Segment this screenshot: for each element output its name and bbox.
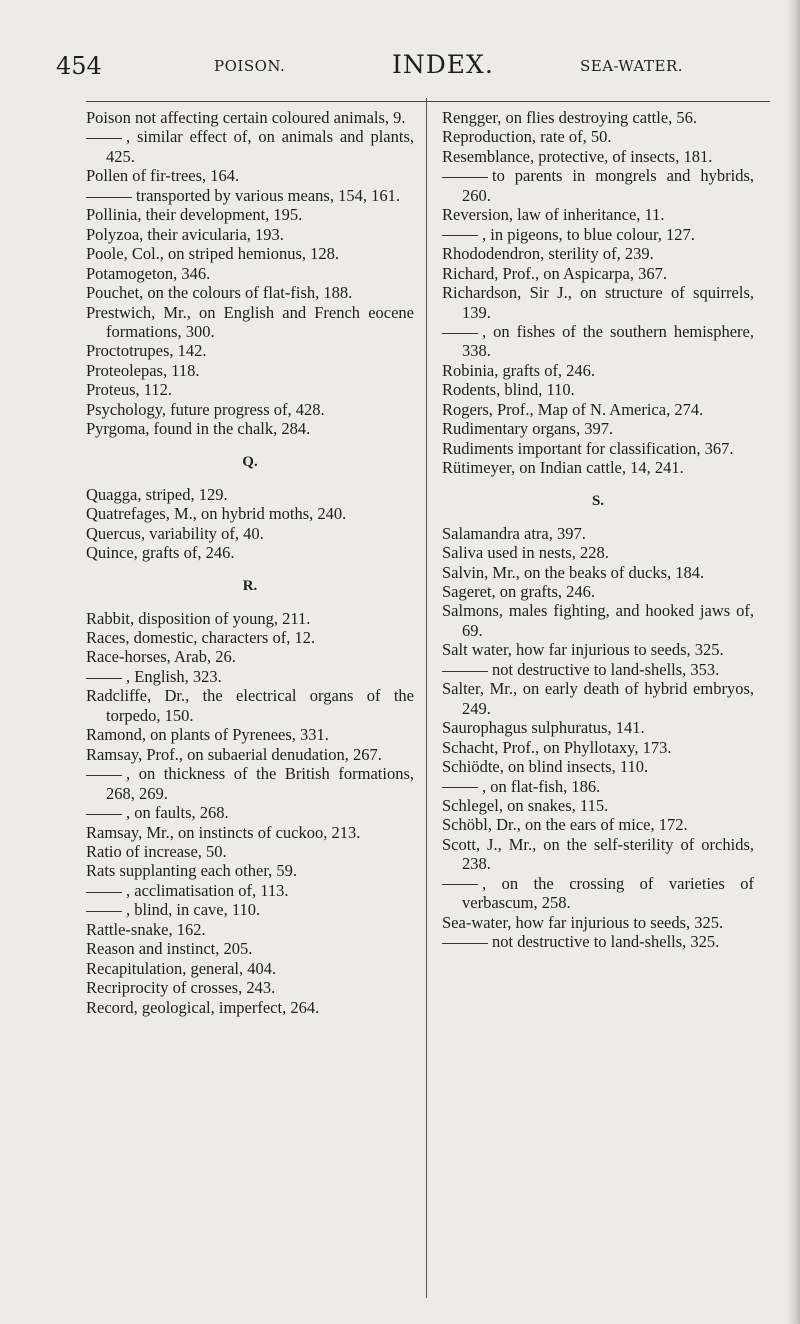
running-head-right: SEA-WATER. — [580, 57, 684, 75]
index-entry — [442, 660, 754, 679]
ditto-rule — [86, 678, 122, 679]
index-entry — [442, 380, 754, 399]
index-entry-text: Quatrefages, M., on hybrid moths, 240. — [86, 504, 347, 524]
index-entry — [86, 667, 414, 686]
index-entry-text: , blind, in cave, 110. — [126, 900, 261, 920]
index-entry — [86, 244, 414, 263]
index-entry-text: Recriprocity of crosses, 243. — [86, 978, 276, 998]
ditto-rule — [442, 943, 488, 944]
ditto-rule — [86, 814, 122, 815]
index-entry — [86, 341, 414, 360]
index-entry-text: Polyzoa, their avicularia, 193. — [86, 224, 284, 244]
index-entry — [86, 485, 414, 504]
index-entry-text: Saurophagus sulphuratus, 141. — [442, 718, 645, 738]
index-entry — [442, 439, 754, 458]
index-entry-text: , on faults, 268. — [126, 803, 229, 823]
index-entry-text: Reproduction, rate of, 50. — [442, 127, 612, 147]
index-entry — [442, 264, 754, 283]
index-entry — [442, 361, 754, 380]
index-entry-text: Salvin, Mr., on the beaks of ducks, 184. — [442, 562, 705, 582]
index-entry-text: Sageret, on grafts, 246. — [442, 581, 596, 601]
section-heading: R. — [242, 577, 258, 594]
index-entry — [442, 147, 754, 166]
ditto-rule — [442, 787, 478, 788]
index-entry-text: Quercus, variability of, 40. — [86, 523, 264, 543]
index-entry — [442, 524, 754, 543]
index-entry — [442, 738, 754, 757]
index-entry — [86, 861, 414, 880]
index-entry — [442, 458, 754, 477]
index-entry — [86, 920, 414, 939]
index-entry — [86, 264, 414, 283]
index-entry-text: Race-horses, Arab, 26. — [86, 647, 236, 667]
index-entry — [86, 823, 414, 842]
index-entry — [86, 524, 414, 543]
index-entry — [86, 998, 414, 1017]
section-heading: S. — [591, 492, 605, 509]
index-entry-text: Poison not affecting certain coloured animals, 9. — [86, 108, 406, 127]
index-entry — [442, 932, 754, 951]
index-entry-text: Recapitulation, general, 404. — [86, 958, 277, 978]
index-entry-text: , acclimatisation of, 113. — [126, 880, 289, 900]
page-header — [56, 52, 756, 86]
index-entry — [442, 322, 754, 361]
index-entry — [86, 803, 414, 822]
index-entry-text: Proteolepas, 118. — [86, 360, 200, 380]
index-entry-text: Pollinia, their development, 195. — [86, 205, 303, 225]
ditto-rule — [442, 671, 488, 672]
index-entry — [442, 796, 754, 815]
index-entry — [86, 225, 414, 244]
index-entry-text: Proctotrupes, 142. — [86, 341, 207, 361]
index-entry — [86, 186, 414, 205]
index-entry-text: Schöbl, Dr., on the ears of mice, 172. — [442, 815, 688, 835]
index-entry-text: Rattle-snake, 162. — [86, 919, 206, 939]
index-entry-text: , on fishes of the southern hemisphere, 338. — [462, 321, 754, 361]
index-entry — [442, 127, 754, 146]
index-entry-text: Schiödte, on blind insects, 110. — [442, 757, 649, 777]
index-entry-text: Quince, grafts of, 246. — [86, 543, 235, 563]
ditto-rule — [86, 138, 122, 139]
index-entry — [442, 244, 754, 263]
index-entry — [86, 380, 414, 399]
index-entry — [442, 108, 754, 127]
index-entry — [86, 543, 414, 562]
ditto-rule — [86, 775, 122, 776]
index-entry-text: Rogers, Prof., Map of N. America, 274. — [442, 399, 704, 419]
index-entry — [86, 400, 414, 419]
index-entry-text: Salt water, how far injurious to seeds, 325. — [442, 640, 724, 660]
index-entry-text: transported by various means, 154, 161. — [136, 185, 400, 205]
index-entry — [442, 777, 754, 796]
index-entry — [442, 679, 754, 718]
index-entry-text: , in pigeons, to blue colour, 127. — [482, 224, 695, 244]
index-entry — [86, 628, 414, 647]
index-entry-text: Poole, Col., on striped hemionus, 128. — [86, 244, 339, 264]
index-entry-text: Ramsay, Mr., on instincts of cuckoo, 213. — [86, 822, 361, 842]
index-entry — [86, 647, 414, 666]
index-entry-text: Saliva used in nests, 228. — [442, 543, 609, 563]
index-entry-text: Quagga, striped, 129. — [86, 484, 228, 504]
index-entry — [86, 939, 414, 958]
ditto-rule — [86, 892, 122, 893]
index-entry-text: Potamogeton, 346. — [86, 263, 211, 283]
index-entry-text: Sea-water, how far injurious to seeds, 325. — [442, 912, 724, 932]
index-entry-text: Schlegel, on snakes, 115. — [442, 795, 609, 815]
index-entry — [442, 718, 754, 737]
column-divider — [426, 98, 427, 1298]
index-entry — [442, 757, 754, 776]
index-entry — [442, 419, 754, 438]
index-entry — [86, 361, 414, 380]
index-entry-text: not destructive to land-shells, 353. — [492, 659, 720, 679]
index-entry-text: not destructive to land-shells, 325. — [492, 932, 720, 952]
index-entry-text: Proteus, 112. — [86, 380, 173, 400]
header-rule — [86, 101, 770, 102]
index-entry — [86, 725, 414, 744]
index-entry — [442, 601, 754, 640]
index-entry-text: Ramond, on plants of Pyrenees, 331. — [86, 725, 329, 745]
index-entry — [442, 543, 754, 562]
index-entry-text: to parents in mongrels and hybrids, 260. — [462, 166, 754, 205]
index-entry — [86, 419, 414, 438]
index-entry — [442, 815, 754, 834]
index-entry — [86, 127, 414, 166]
index-entry — [86, 978, 414, 997]
index-entry-text: , similar effect of, on animals and plants, 425. — [106, 127, 414, 166]
index-entry-text: Rodents, blind, 110. — [442, 380, 575, 400]
index-entry-text: Psychology, future progress of, 428. — [86, 399, 325, 419]
running-head-left: POISON. — [214, 57, 286, 75]
index-entry-text: Rudiments important for classification, 367. — [442, 438, 734, 458]
index-entry-text: Robinia, grafts of, 246. — [442, 360, 596, 380]
index-entry-text: Record, geological, imperfect, 264. — [86, 997, 320, 1017]
index-entry-text: Races, domestic, characters of, 12. — [86, 627, 316, 647]
index-entry-text: Rabbit, disposition of young, 211. — [86, 608, 311, 628]
running-head-center: INDEX. — [392, 50, 494, 79]
index-entry — [442, 283, 754, 322]
index-entry — [86, 764, 414, 803]
index-entry-text: , on flat-fish, 186. — [482, 776, 601, 796]
index-entry — [86, 108, 414, 127]
index-entry-text: Salter, Mr., on early death of hybrid embryos, 249. — [442, 679, 754, 718]
index-entry-text: Salmons, males fighting, and hooked jaws of, 69. — [442, 601, 754, 640]
index-entry-text: Rengger, on flies destroying cattle, 56. — [442, 108, 698, 127]
index-entry — [86, 959, 414, 978]
index-entry-text: , on thickness of the British formations, 268, 269. — [106, 764, 414, 803]
index-entry — [86, 686, 414, 725]
index-entry — [86, 609, 414, 628]
index-entry — [86, 504, 414, 523]
index-entry-text: , English, 323. — [126, 666, 222, 686]
index-entry-text: Richardson, Sir J., on structure of squirrels, 139. — [442, 283, 754, 322]
index-entry — [442, 582, 754, 601]
index-entry — [86, 745, 414, 764]
index-entry-text: Radcliffe, Dr., the electrical organs of the torpedo, 150. — [86, 686, 414, 725]
index-entry — [86, 205, 414, 224]
ditto-rule — [442, 177, 488, 178]
index-entry-text: Schacht, Prof., on Phyllotaxy, 173. — [442, 737, 672, 757]
index-entry — [442, 640, 754, 659]
ditto-rule — [442, 235, 478, 236]
ditto-rule — [86, 197, 132, 198]
index-entry — [86, 900, 414, 919]
index-entry-text: Scott, J., Mr., on the self-sterility of orchids, 238. — [442, 834, 754, 874]
index-entry — [442, 563, 754, 582]
index-entry — [442, 225, 754, 244]
index-entry-text: Resemblance, protective, of insects, 181. — [442, 146, 713, 166]
page-edge — [786, 0, 800, 1324]
ditto-rule — [86, 911, 122, 912]
index-entry — [442, 913, 754, 932]
ditto-rule — [442, 333, 478, 334]
index-column-left — [86, 108, 414, 1017]
index-entry — [86, 881, 414, 900]
index-entry-text: Richard, Prof., on Aspicarpa, 367. — [442, 263, 667, 283]
index-entry — [442, 166, 754, 205]
index-entry-text: Rütimeyer, on Indian cattle, 14, 241. — [442, 458, 684, 478]
index-entry-text: Reason and instinct, 205. — [86, 939, 253, 959]
index-entry-text: Pollen of fir-trees, 164. — [86, 166, 240, 186]
index-entry-text: Rhododendron, sterility of, 239. — [442, 244, 654, 264]
index-entry — [86, 166, 414, 185]
index-entry-text: Ratio of increase, 50. — [86, 841, 227, 861]
page-number: 454 — [56, 52, 102, 80]
index-column-right — [442, 108, 754, 952]
index-entry — [442, 835, 754, 874]
index-entry-text: Pouchet, on the colours of flat-fish, 188. — [86, 283, 353, 303]
index-entry-text: Rudimentary organs, 397. — [442, 419, 614, 439]
index-entry — [442, 205, 754, 224]
ditto-rule — [442, 884, 478, 885]
section-heading: Q. — [242, 453, 258, 470]
index-entry — [442, 874, 754, 913]
index-entry — [86, 303, 414, 342]
index-entry — [442, 400, 754, 419]
index-entry-text: Salamandra atra, 397. — [442, 523, 586, 543]
index-entry-text: Ramsay, Prof., on subaerial denudation, 267. — [86, 744, 382, 764]
index-entry-text: Rats supplanting each other, 59. — [86, 861, 298, 881]
index-entry-text: Pyrgoma, found in the chalk, 284. — [86, 419, 311, 439]
index-entry — [86, 283, 414, 302]
index-entry-text: Prestwich, Mr., on English and French eocene formations, 300. — [86, 302, 414, 341]
index-entry-text: Reversion, law of inheritance, 11. — [442, 205, 665, 225]
index-entry-text: , on the crossing of varieties of verbascum, 258. — [462, 873, 754, 913]
index-entry — [86, 842, 414, 861]
